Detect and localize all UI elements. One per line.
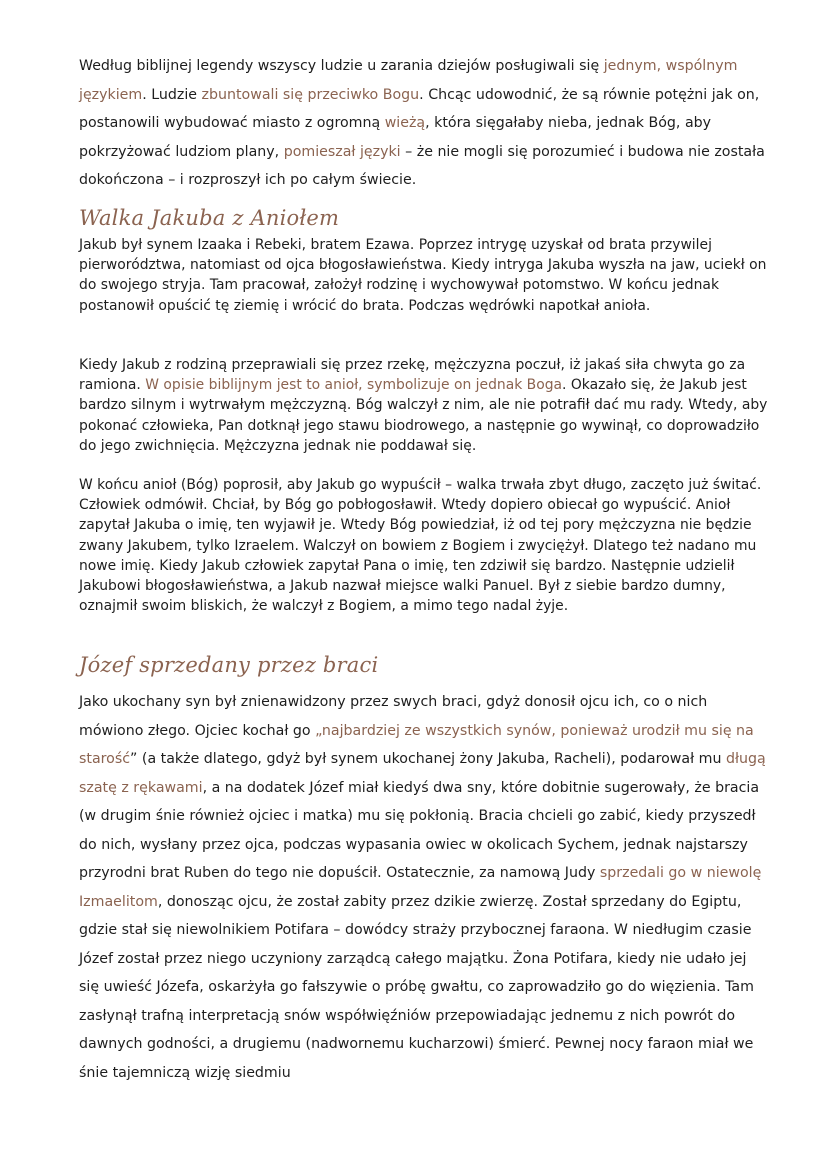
jozef-paragraph [79,688,769,1087]
highlighted-phrase: długą szatę z rękawami [79,751,766,796]
text-run: . Ludzie [142,86,202,103]
intro-paragraph [79,52,769,195]
jakub-paragraph-3 [79,475,769,616]
highlighted-phrase: pomieszał języki [283,143,401,160]
highlighted-phrase: W opisie biblijnym jest to anioł, symbolizuje on jednak Boga [145,377,563,394]
text-run: Według biblijnej legendy wszyscy ludzie u zarania dziejów posługiwali się [79,58,604,74]
text-run: , donosząc ojcu, że został zabity przez dzikie zwierzę. Został sprzedany do Egiptu, gdzie stał się niewolnikiem Potifara – dowódcy straży przybocznej faraona. W niedługim czasie Józef został przez niego uczyniony zarządcą całego majątku. Żona Potifara, kiedy nie udało jej się uwieść Józefa, oskarżyła go fałszywie o próbę gwałtu, co zaprowadziło go do więzienia. Tam zasłynął trafną interpretacją snów współwięźniów przepowiadając jednemu z nich powrót do dawnych godności, a drugiemu (nadwornemu kucharzowi) śmierć. Pewnej nocy faraon miał we śnie tajemniczą wizję siedmiu [79,893,754,1081]
text-run: Kiedy Jakub z rodziną przeprawiali się przez rzekę, mężczyzna poczuł, iż jakaś siła chwyta go za ramiona. [79,357,746,394]
text-run: , która sięgałaby nieba, jednak Bóg, aby pokrzyżować ludziom plany, [79,115,712,160]
jakub-paragraph-2 [79,355,769,456]
highlighted-phrase: „najbardziej ze wszystkich synów, ponieważ urodził mu się na starość [79,722,754,767]
section-heading-jozef: Józef sprzedany przez braci [79,653,379,677]
highlighted-phrase: zbuntowali się przeciwko Bogu [201,86,420,103]
highlighted-phrase: sprzedali go w niewolę Izmaelitom [79,865,762,910]
section-heading-jakub: Walka Jakuba z Aniołem [79,206,340,230]
text-run: , a na dodatek Józef miał kiedyś dwa sny, które dobitnie sugerowały, że bracia (w drugim śnie również ojciec i matka) mu się pokłonią. Bracia chcieli go zabić, kiedy przyszedł do nich, wysłany przez ojca, podczas wypasania owiec w okolicach Sychem, jednak najstarszy przyrodni brat Ruben do tego nie dopuścił. Ostatecznie, za namową Judy [79,779,760,881]
text-run: – że nie mogli się porozumieć i budowa nie została dokończona – i rozproszył ich po całym świecie. [79,143,765,188]
text-run: ” (a także dlatego, gdyż był synem ukochanej żony Jakuba, Racheli), podarował mu [130,751,726,767]
text-run: . Chcąc udowodnić, że są równie potężni jak on, postanowili wybudować miasto z ogromną [79,86,760,131]
text-run: . Okazało się, że Jakub jest bardzo silnym i wytrwałym mężczyzną. Bóg walczył z nim, ale nie potrafił dać mu rady. Wtedy, aby pokonać człowieka, Pan dotknął jego stawu biodrowego, a następnie go wywinął, co doprowadziło do jego zwichnięcia. Mężczyzna jednak nie poddawał się. [79,377,768,454]
text-run: Jakub był synem Izaaka i Rebeki, bratem Ezawa. Poprzez intrygę uzyskał od brata przywilej pierworództwa, natomiast od ojca błogosławieństwa. Kiedy intryga Jakuba wyszła na jaw, uciekł on do swojego stryja. Tam pracował, założył rodzinę i wychowywał potomstwo. W końcu jednak postanowił opuścić tę ziemię i wrócić do brata. Podczas wędrówki napotkał anioła. [79,237,767,314]
highlighted-phrase: wieżą [384,115,426,131]
text-run: W końcu anioł (Bóg) poprosił, aby Jakub go wypuścił – walka trwała zbyt długo, zaczęto już świtać. Człowiek odmówił. Chciał, by Bóg go pobłogosławił. Wtedy dopiero obiecał go wypuścić. Anioł zapytał Jakuba o imię, ten wyjawił je. Wtedy Bóg powiedział, iż od tej pory mężczyzna nie będzie zwany Jakubem, tylko Izraelem. Walczył on bowiem z Bogiem i zwyciężył. Dlatego też nadano mu nowe imię. Kiedy Jakub człowiek zapytał Pana o imię, ten zdziwił się bardzo. Następnie udzielił Jakubowi błogosławieństwa, a Jakub nazwał miejsce walki Panuel. Był z siebie bardzo dumny, oznajmił swoim bliskich, że walczył z Bogiem, a mimo tego nadal żyje. [79,477,762,615]
text-run: Jako ukochany syn był znienawidzony przez swych braci, gdyż donosił ojcu ich, co o nich mówiono złego. Ojciec kochał go [79,694,708,739]
highlighted-phrase: jednym, wspólnym językiem [79,58,738,103]
jakub-paragraph-1 [79,235,769,316]
